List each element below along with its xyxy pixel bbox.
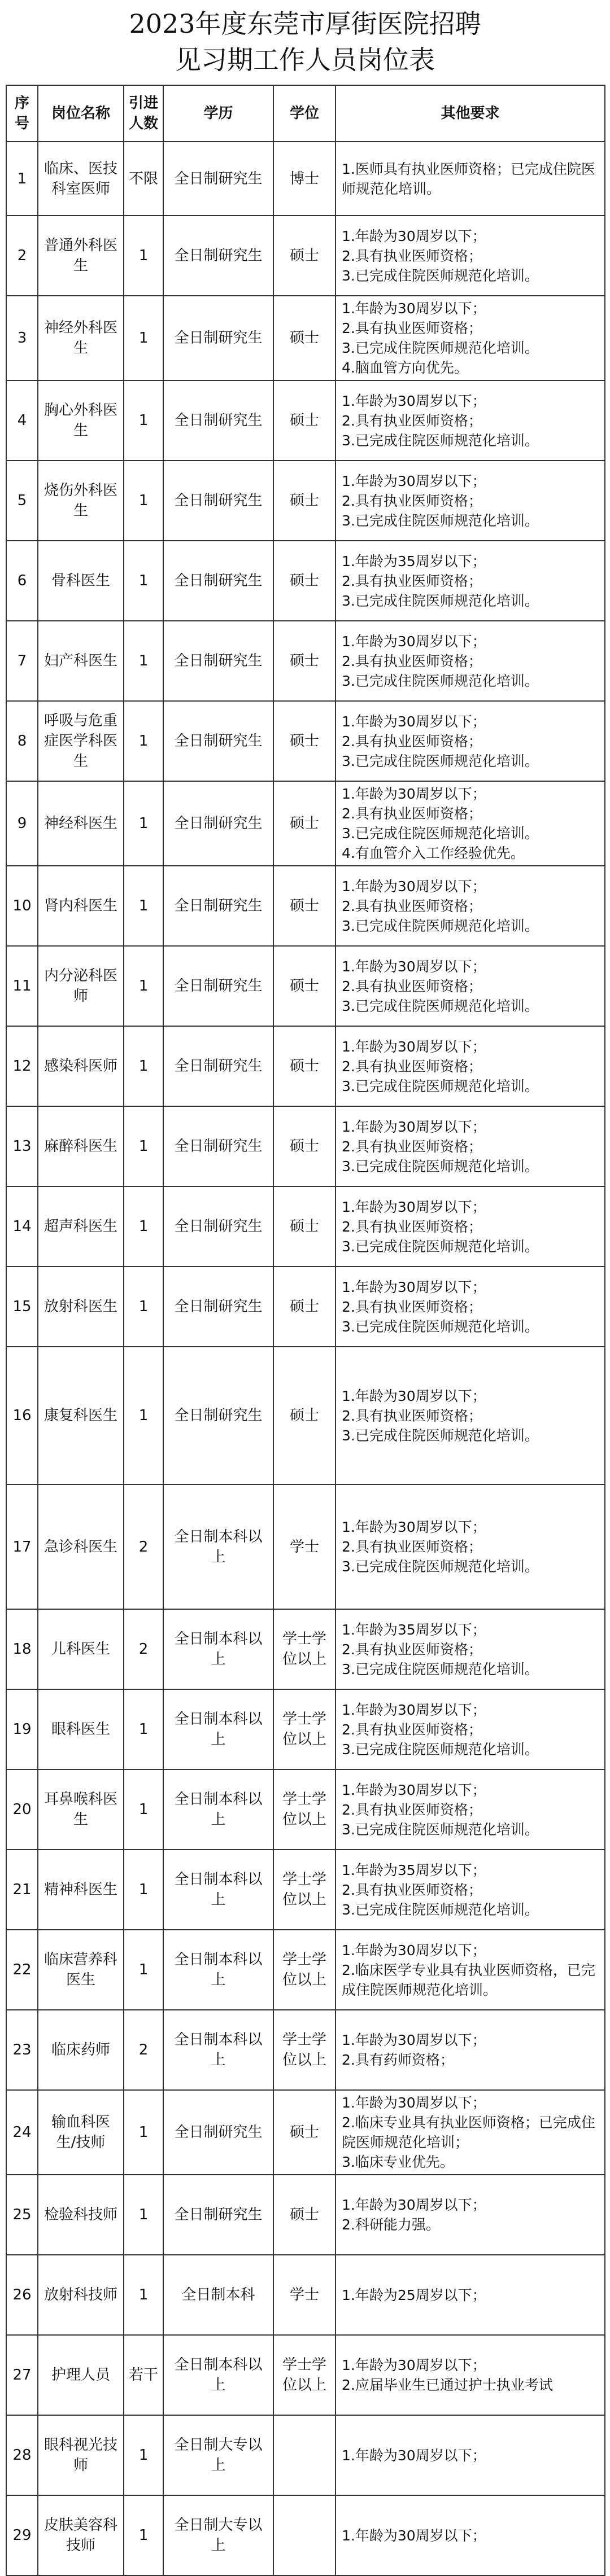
requirements	[336, 621, 605, 701]
row-number: 20	[6, 1769, 38, 1850]
post-name: 神经科医生	[38, 781, 124, 866]
degree: 学士学位以上	[273, 1609, 336, 1689]
requirements	[336, 2415, 605, 2495]
education: 全日制本科以上	[163, 1930, 273, 2010]
row-number: 26	[6, 2255, 38, 2335]
requirements	[336, 1347, 605, 1484]
requirement-line: 2.具有执业医师资格；	[342, 1881, 482, 1898]
row-number: 2	[6, 216, 38, 296]
degree: 硕士	[273, 701, 336, 781]
row-number: 6	[6, 541, 38, 621]
hire-count: 1	[124, 1026, 163, 1106]
hire-count: 1	[124, 380, 163, 461]
hire-count: 1	[124, 2255, 163, 2335]
table-row	[6, 1850, 605, 1930]
education: 全日制研究生	[163, 2175, 273, 2255]
hire-count: 2	[124, 1484, 163, 1609]
requirement-line: 1.医师具有执业医师资格；已完成住院医师规范化培训。	[342, 160, 595, 197]
education: 全日制研究生	[163, 1186, 273, 1267]
table-row	[6, 701, 605, 781]
post-name: 皮肤美容科技师	[38, 2495, 124, 2575]
row-number: 7	[6, 621, 38, 701]
requirement-line: 3.已完成住院医师规范化培训。	[342, 917, 539, 934]
hire-count: 1	[124, 541, 163, 621]
row-number: 9	[6, 781, 38, 866]
post-name: 输血科医生/技师	[38, 2090, 124, 2175]
degree: 硕士	[273, 1026, 336, 1106]
requirement-line: 2.具有执业医师资格；	[342, 1407, 482, 1424]
degree: 学士学位以上	[273, 1850, 336, 1930]
post-name: 护理人员	[38, 2335, 124, 2415]
education: 全日制大专以上	[163, 2495, 273, 2575]
requirement-line: 1.年龄为30周岁以下；	[342, 1942, 486, 1959]
degree: 硕士	[273, 541, 336, 621]
requirement-line: 1.年龄为30周岁以下；	[342, 1781, 486, 1798]
education: 全日制本科	[163, 2255, 273, 2335]
requirement-line: 1.年龄为30周岁以下；	[342, 2527, 486, 2544]
education: 全日制本科以上	[163, 1484, 273, 1609]
requirement-line: 2.具有执业医师资格；	[342, 492, 482, 509]
requirement-line: 2.具有执业医师资格；	[342, 1641, 482, 1658]
education: 全日制研究生	[163, 216, 273, 296]
positions-table	[6, 85, 605, 2576]
post-name: 普通外科医生	[38, 216, 124, 296]
post-name: 妇产科医生	[38, 621, 124, 701]
hire-count: 1	[124, 1347, 163, 1484]
requirements	[336, 1106, 605, 1186]
hire-count: 1	[124, 1106, 163, 1186]
education: 全日制本科以上	[163, 1850, 273, 1930]
degree: 硕士	[273, 380, 336, 461]
requirement-line: 2.临床专业具有执业医师资格；已完成住院医师规范化培训；	[342, 2114, 595, 2150]
requirement-line: 1.年龄为30周岁以下；	[342, 878, 486, 895]
row-number: 25	[6, 2175, 38, 2255]
education: 全日制研究生	[163, 1026, 273, 1106]
requirement-line: 2.具有执业医师资格；	[342, 805, 482, 822]
requirement-line: 3.已完成住院医师规范化培训。	[342, 267, 539, 284]
row-number: 8	[6, 701, 38, 781]
requirement-line: 3.已完成住院医师规范化培训。	[342, 592, 539, 609]
post-name: 急诊科医生	[38, 1484, 124, 1609]
table-row	[6, 541, 605, 621]
degree: 学士学位以上	[273, 1689, 336, 1769]
row-number: 29	[6, 2495, 38, 2575]
table-row	[6, 1267, 605, 1347]
hire-count: 1	[124, 2090, 163, 2175]
degree: 学士	[273, 2255, 336, 2335]
row-number: 16	[6, 1347, 38, 1484]
requirements	[336, 2495, 605, 2575]
degree: 硕士	[273, 2175, 336, 2255]
education: 全日制研究生	[163, 1106, 273, 1186]
requirements	[336, 2090, 605, 2175]
degree: 硕士	[273, 1267, 336, 1347]
education: 全日制研究生	[163, 946, 273, 1026]
education: 全日制大专以上	[163, 2415, 273, 2495]
table-row	[6, 1930, 605, 2010]
education: 全日制本科以上	[163, 1769, 273, 1850]
hire-count: 1	[124, 1186, 163, 1267]
row-number: 27	[6, 2335, 38, 2415]
post-name: 放射科医生	[38, 1267, 124, 1347]
post-name: 肾内科医生	[38, 866, 124, 946]
row-number: 12	[6, 1026, 38, 1106]
hire-count: 1	[124, 1689, 163, 1769]
requirement-line: 2.应届毕业生已通过护士执业考试	[342, 2377, 553, 2393]
table-header-row	[6, 85, 605, 142]
requirement-line: 2.具有执业医师资格；	[342, 247, 482, 264]
table-row	[6, 1347, 605, 1484]
page-title	[0, 0, 610, 85]
degree: 学士	[273, 1484, 336, 1609]
post-name: 神经外科医生	[38, 296, 124, 380]
requirement-line: 2.具有执业医师资格；	[342, 572, 482, 589]
requirement-line: 1.年龄为30周岁以下；	[342, 1387, 486, 1404]
hire-count: 2	[124, 1609, 163, 1689]
requirement-line: 1.年龄为30周岁以下；	[342, 472, 486, 489]
row-number: 10	[6, 866, 38, 946]
row-number: 19	[6, 1689, 38, 1769]
hire-count: 1	[124, 2175, 163, 2255]
education: 全日制研究生	[163, 621, 273, 701]
degree: 学士学位以上	[273, 1769, 336, 1850]
degree: 硕士	[273, 461, 336, 541]
table-row	[6, 2175, 605, 2255]
header-education: 学历	[163, 85, 273, 142]
requirement-line: 3.已完成住院医师规范化培训。	[342, 432, 539, 449]
row-number: 11	[6, 946, 38, 1026]
hire-count: 1	[124, 1930, 163, 2010]
requirement-line: 1.年龄为30周岁以下；	[342, 1118, 486, 1135]
requirement-line: 1.年龄为35周岁以下；	[342, 553, 486, 569]
post-name: 临床药师	[38, 2010, 124, 2090]
requirement-line: 3.已完成住院医师规范化培训。	[342, 1661, 539, 1677]
hire-count: 1	[124, 1769, 163, 1850]
row-number: 5	[6, 461, 38, 541]
hire-count: 1	[124, 461, 163, 541]
table-row	[6, 2415, 605, 2495]
table-row	[6, 621, 605, 701]
requirement-line: 2.具有执业医师资格；	[342, 1539, 482, 1555]
requirement-line: 2.具有执业医师资格；	[342, 1298, 482, 1315]
row-number: 24	[6, 2090, 38, 2175]
table-row	[6, 946, 605, 1026]
degree: 硕士	[273, 296, 336, 380]
header-count: 引进人数	[124, 85, 163, 142]
header-no: 序号	[6, 85, 38, 142]
hire-count: 1	[124, 216, 163, 296]
title-line-2: 见习期工作人员岗位表	[175, 45, 435, 75]
education: 全日制研究生	[163, 2090, 273, 2175]
table-row	[6, 2335, 605, 2415]
row-number: 13	[6, 1106, 38, 1186]
requirement-line: 3.已完成住院医师规范化培训。	[342, 1821, 539, 1838]
education: 全日制研究生	[163, 1267, 273, 1347]
post-name: 临床、医技科室医师	[38, 142, 124, 216]
requirements	[336, 2335, 605, 2415]
requirement-line: 3.已完成住院医师规范化培训。	[342, 1158, 539, 1175]
requirements	[336, 1026, 605, 1106]
requirement-line: 3.已完成住院医师规范化培训。	[342, 825, 539, 842]
requirement-line: 4.脑血管方向优先。	[342, 360, 468, 376]
table-row	[6, 380, 605, 461]
requirement-line: 1.年龄为30周岁以下；	[342, 2447, 486, 2464]
requirement-line: 1.年龄为30周岁以下；	[342, 300, 486, 317]
row-number: 15	[6, 1267, 38, 1347]
requirement-line: 3.已完成住院医师规范化培训。	[342, 1427, 539, 1444]
post-name: 检验科技师	[38, 2175, 124, 2255]
requirement-line: 2.具有执业医师资格；	[342, 652, 482, 669]
requirement-line: 1.年龄为30周岁以下；	[342, 1701, 486, 1718]
degree: 学士学位以上	[273, 1930, 336, 2010]
requirements	[336, 946, 605, 1026]
hire-count: 1	[124, 1850, 163, 1930]
hire-count: 1	[124, 1267, 163, 1347]
hire-count: 若干	[124, 2335, 163, 2415]
table-row	[6, 461, 605, 541]
requirements	[336, 2010, 605, 2090]
degree: 学士学位以上	[273, 2335, 336, 2415]
row-number: 4	[6, 380, 38, 461]
requirement-line: 1.年龄为30周岁以下；	[342, 633, 486, 650]
requirements	[336, 2255, 605, 2335]
education: 全日制研究生	[163, 1347, 273, 1484]
hire-count: 不限	[124, 142, 163, 216]
requirements	[336, 142, 605, 216]
requirement-line: 1.年龄为30周岁以下；	[342, 1038, 486, 1055]
requirements	[336, 1850, 605, 1930]
degree: 硕士	[273, 866, 336, 946]
education: 全日制本科以上	[163, 2335, 273, 2415]
requirements	[336, 216, 605, 296]
requirements	[336, 296, 605, 380]
education: 全日制研究生	[163, 142, 273, 216]
requirement-line: 1.年龄为30周岁以下；	[342, 2357, 486, 2373]
requirement-line: 3.已完成住院医师规范化培训。	[342, 1901, 539, 1918]
requirements	[336, 866, 605, 946]
requirements	[336, 1769, 605, 1850]
table-row	[6, 216, 605, 296]
table-row	[6, 866, 605, 946]
hire-count: 1	[124, 866, 163, 946]
education: 全日制本科以上	[163, 1689, 273, 1769]
table-row	[6, 2010, 605, 2090]
requirement-line: 2.具有执业医师资格；	[342, 1058, 482, 1075]
post-name: 呼吸与危重症医学科医生	[38, 701, 124, 781]
requirements	[336, 380, 605, 461]
requirement-line: 1.年龄为30周岁以下；	[342, 2095, 486, 2111]
degree: 硕士	[273, 621, 336, 701]
degree	[273, 2415, 336, 2495]
requirement-line: 1.年龄为30周岁以下；	[342, 786, 486, 802]
degree: 硕士	[273, 216, 336, 296]
education: 全日制研究生	[163, 461, 273, 541]
requirement-line: 3.已完成住院医师规范化培训。	[342, 340, 539, 356]
post-name: 感染科医师	[38, 1026, 124, 1106]
hire-count: 1	[124, 701, 163, 781]
table-row	[6, 1609, 605, 1689]
requirement-line: 2.具有执业医师资格；	[342, 412, 482, 429]
requirement-line: 2.具有执业医师资格；	[342, 1801, 482, 1818]
requirements	[336, 781, 605, 866]
degree: 硕士	[273, 1186, 336, 1267]
row-number: 17	[6, 1484, 38, 1609]
post-name: 眼科医生	[38, 1689, 124, 1769]
requirement-line: 2.具有药师资格；	[342, 2052, 454, 2068]
table-row	[6, 142, 605, 216]
requirement-line: 2.具有执业医师资格；	[342, 978, 482, 995]
header-requirements: 其他要求	[336, 85, 605, 142]
requirement-line: 1.年龄为25周岁以下；	[342, 2286, 486, 2303]
requirement-line: 1.年龄为30周岁以下；	[342, 1278, 486, 1295]
degree: 硕士	[273, 946, 336, 1026]
education: 全日制研究生	[163, 380, 273, 461]
requirements	[336, 2175, 605, 2255]
row-number: 28	[6, 2415, 38, 2495]
table-row	[6, 781, 605, 866]
requirements	[336, 1484, 605, 1609]
requirements	[336, 461, 605, 541]
requirements	[336, 701, 605, 781]
post-name: 麻醉科医生	[38, 1106, 124, 1186]
requirement-line: 1.年龄为30周岁以下；	[342, 2032, 486, 2048]
table-row	[6, 1769, 605, 1850]
requirement-line: 2.科研能力强。	[342, 2216, 440, 2233]
requirements	[336, 1930, 605, 2010]
table-row	[6, 296, 605, 380]
requirement-line: 2.临床医学专业具有执业医师资格，已完成住院医师规范化培训。	[342, 1961, 595, 1998]
hire-count: 1	[124, 2415, 163, 2495]
requirement-line: 2.具有执业医师资格；	[342, 897, 482, 914]
education: 全日制研究生	[163, 701, 273, 781]
row-number: 23	[6, 2010, 38, 2090]
requirement-line: 3.已完成住院医师规范化培训。	[342, 1238, 539, 1255]
table-row	[6, 1186, 605, 1267]
requirements	[336, 1609, 605, 1689]
degree: 学士学位以上	[273, 2010, 336, 2090]
hire-count: 1	[124, 781, 163, 866]
degree: 硕士	[273, 1347, 336, 1484]
post-name: 眼科视光技师	[38, 2415, 124, 2495]
hire-count: 1	[124, 296, 163, 380]
hire-count: 2	[124, 2010, 163, 2090]
table-row	[6, 1106, 605, 1186]
requirement-line: 1.年龄为30周岁以下；	[342, 1519, 486, 1535]
post-name: 放射科技师	[38, 2255, 124, 2335]
degree: 硕士	[273, 781, 336, 866]
post-name: 精神科医生	[38, 1850, 124, 1930]
post-name: 烧伤外科医生	[38, 461, 124, 541]
education: 全日制研究生	[163, 866, 273, 946]
row-number: 21	[6, 1850, 38, 1930]
row-number: 14	[6, 1186, 38, 1267]
table-row	[6, 1689, 605, 1769]
requirement-line: 3.临床专业优先。	[342, 2154, 454, 2170]
post-name: 临床营养科医生	[38, 1930, 124, 2010]
requirement-line: 2.具有执业医师资格；	[342, 320, 482, 336]
education: 全日制研究生	[163, 541, 273, 621]
requirement-line: 2.具有执业医师资格；	[342, 1218, 482, 1235]
table-row	[6, 2255, 605, 2335]
table-row	[6, 1026, 605, 1106]
requirement-line: 1.年龄为35周岁以下；	[342, 1621, 486, 1638]
requirement-line: 2.具有执业医师资格；	[342, 1138, 482, 1155]
post-name: 耳鼻喉科医生	[38, 1769, 124, 1850]
requirement-line: 2.具有执业医师资格；	[342, 1721, 482, 1738]
header-degree: 学位	[273, 85, 336, 142]
requirement-line: 3.已完成住院医师规范化培训。	[342, 1077, 539, 1094]
table-row	[6, 1484, 605, 1609]
title-line-1: 2023年度东莞市厚街医院招聘	[129, 8, 481, 39]
degree: 硕士	[273, 1106, 336, 1186]
degree: 硕士	[273, 2090, 336, 2175]
requirement-line: 2.具有执业医师资格；	[342, 733, 482, 750]
post-name: 儿科医生	[38, 1609, 124, 1689]
hire-count: 1	[124, 946, 163, 1026]
requirement-line: 1.年龄为30周岁以下；	[342, 1198, 486, 1215]
requirement-line: 3.已完成住院医师规范化培训。	[342, 752, 539, 769]
row-number: 3	[6, 296, 38, 380]
degree: 博士	[273, 142, 336, 216]
row-number: 18	[6, 1609, 38, 1689]
post-name: 康复科医生	[38, 1347, 124, 1484]
header-post: 岗位名称	[38, 85, 124, 142]
post-name: 胸心外科医生	[38, 380, 124, 461]
post-name: 骨科医生	[38, 541, 124, 621]
table-row	[6, 2495, 605, 2575]
requirement-line: 3.已完成住院医师规范化培训。	[342, 1558, 539, 1575]
requirement-line: 1.年龄为35周岁以下；	[342, 1861, 486, 1878]
post-name: 内分泌科医师	[38, 946, 124, 1026]
education: 全日制研究生	[163, 781, 273, 866]
requirements	[336, 1689, 605, 1769]
degree	[273, 2495, 336, 2575]
row-number: 1	[6, 142, 38, 216]
hire-count: 1	[124, 621, 163, 701]
table-row	[6, 2090, 605, 2175]
requirement-line: 4.有血管介入工作经验优先。	[342, 845, 525, 861]
requirement-line: 1.年龄为30周岁以下；	[342, 227, 486, 244]
requirement-line: 3.已完成住院医师规范化培训。	[342, 672, 539, 689]
table-body	[6, 142, 605, 2575]
education: 全日制本科以上	[163, 1609, 273, 1689]
requirements	[336, 541, 605, 621]
requirement-line: 1.年龄为30周岁以下；	[342, 2197, 486, 2213]
hire-count: 1	[124, 2495, 163, 2575]
requirement-line: 1.年龄为30周岁以下；	[342, 958, 486, 975]
requirement-line: 3.已完成住院医师规范化培训。	[342, 1318, 539, 1335]
requirements	[336, 1267, 605, 1347]
education: 全日制本科以上	[163, 2010, 273, 2090]
requirement-line: 3.已完成住院医师规范化培训。	[342, 512, 539, 529]
education: 全日制研究生	[163, 296, 273, 380]
requirement-line: 3.已完成住院医师规范化培训。	[342, 997, 539, 1014]
row-number: 22	[6, 1930, 38, 2010]
requirement-line: 1.年龄为30周岁以下；	[342, 392, 486, 409]
requirement-line: 3.已完成住院医师规范化培训。	[342, 1741, 539, 1758]
requirement-line: 1.年龄为30周岁以下；	[342, 713, 486, 730]
requirements	[336, 1186, 605, 1267]
post-name: 超声科医生	[38, 1186, 124, 1267]
